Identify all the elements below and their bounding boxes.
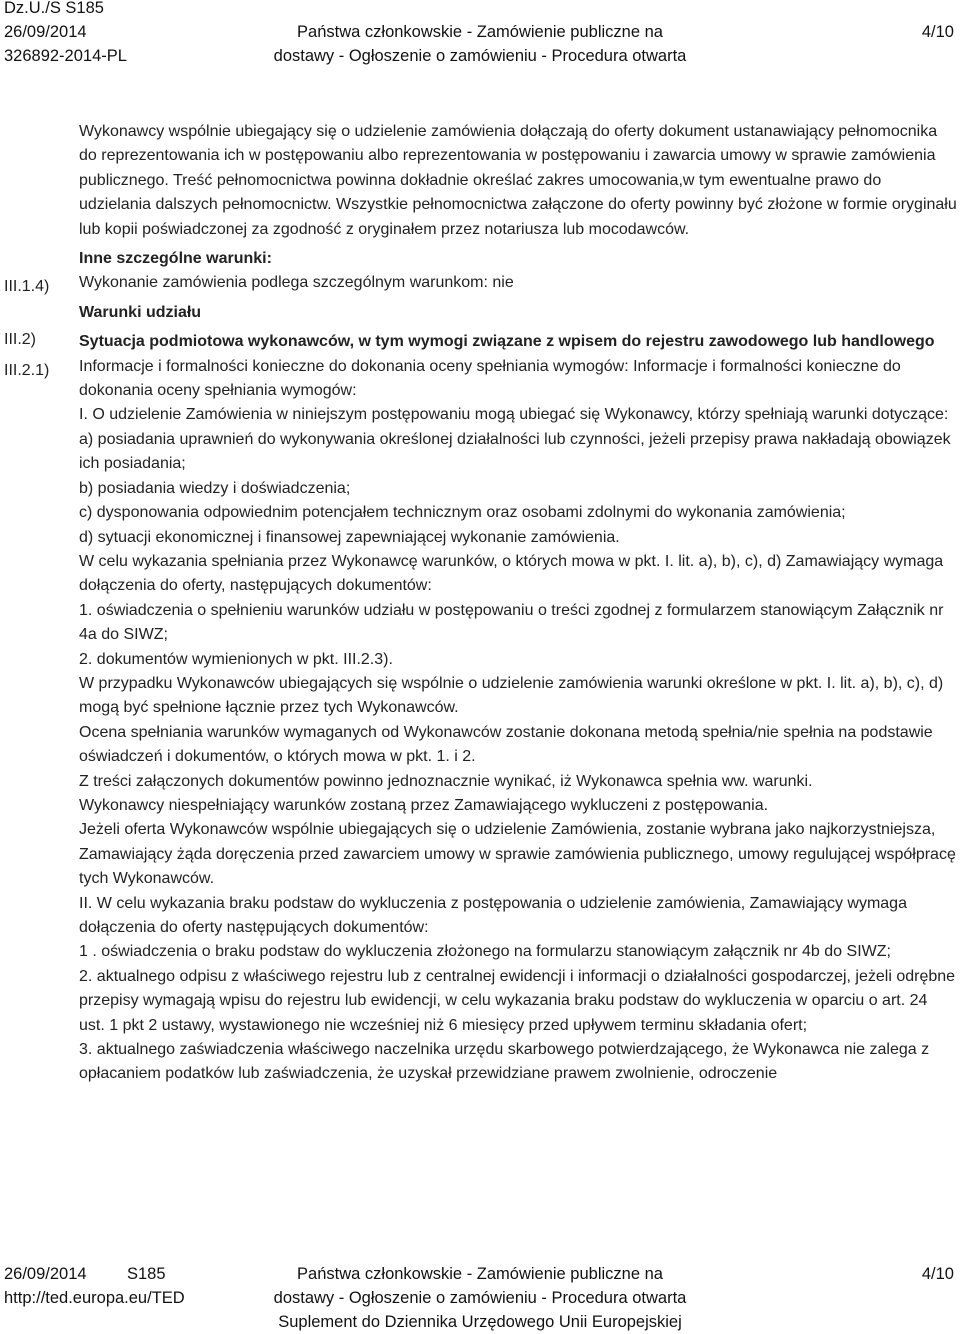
body-line: W celu wykazania spełniania przez Wykonawcę warunków, o których mowa w pkt. I. lit. a), b), c), d) Zamawiający wymaga dołączenia do oferty, następujących dokumentów:: [79, 552, 944, 595]
header-title-line1: Państwa członkowskie - Zamówienie publiczne na: [297, 23, 663, 41]
body-line: 1 . oświadczenia o braku podstaw do wykluczenia złożonego na formularzu stanowiącym załącznik nr 4b do SIWZ;: [79, 943, 891, 961]
header-title-line2: dostawy - Ogłoszenie o zamówieniu - Procedura otwarta: [273, 47, 687, 65]
header-date: 26/09/2014: [4, 23, 87, 41]
situation-heading: Sytuacja podmiotowa wykonawców, w tym wymogi związane z wpisem do rejestru zawodowego lub handlowego: [79, 333, 935, 351]
body-line: a) posiadania uprawnień do wykonywania określonej działalności lub czynności, jeżeli przepisy prawa nakładają obowiązek ich posiadania;: [79, 430, 951, 473]
header-page-number: 4/10: [921, 23, 954, 41]
footer-date: 26/09/2014: [4, 1265, 87, 1283]
footer-page-number: 4/10: [921, 1265, 954, 1283]
body-line: 2. aktualnego odpisu z właściwego rejestru lub z centralnej ewidencji i informacji o działalności gospodarczej, jeżeli odrębne przepisy wymagają wpisu do rejestru lub ewidencji, w celu wykazania braku podstaw do wykluczenia w oparciu o art. 24 ust. 1 pkt 2 ustawy, wystawionego nie wcześniej niż 6 miesięcy przed upływem terminu składania ofert;: [79, 967, 956, 1034]
doc-reference: Dz.U./S S185: [4, 0, 104, 17]
consortium-paragraph: Wykonawcy wspólnie ubiegający się o udzielenie zamówienia dołączają do oferty dokument ustanawiający pełnomocnika do reprezentowania ich w postępowaniu albo reprezentowania w postępowaniu i zawarcia umowy w sprawie zamówienia publicznego. Treść pełnomocnictwa powinna dokładnie określać zakres umocowania,w tym ewentualne prawo do udzielania dalszych pełnomocnictw. Wszystkie pełnomocnictwa załączone do oferty powinny być złożone w formie oryginału lub kopii poświadczonej za zgodność z oryginałem przez notariusza lub mocodawców.: [79, 123, 957, 238]
body-line: 1. oświadczenia o spełnieniu warunków udziału w postępowaniu o treści zgodnej z formularzem stanowiącym Załącznik nr 4a do SIWZ;: [79, 601, 944, 644]
section-label-iii-2: III.2): [4, 331, 37, 348]
other-conditions-heading: Inne szczególne warunki:: [79, 250, 272, 268]
body-line: Informacje i formalności konieczne do dokonania oceny spełniania wymogów: Informacje i formalności konieczne do dokonania oceny spełniania wymogów:: [79, 357, 901, 400]
section-label-iii-1-4: III.1.4): [4, 278, 50, 295]
body-line: W przypadku Wykonawców ubiegających się wspólnie o udzielenie zamówienia warunki określone w pkt. I. lit. a), b), c), d) mogą być spełnione łącznie przez tych Wykonawców.: [79, 674, 944, 717]
body-line: II. W celu wykazania braku podstaw do wykluczenia z postępowania o udzielenie zamówienia, Zamawiający wymaga dołączenia do oferty następujących dokumentów:: [79, 894, 907, 936]
body-line: c) dysponowania odpowiednim potencjałem technicznym oraz osobami zdolnymi do wykonania zamówienia;: [79, 504, 846, 522]
page-footer: [0, 1263, 960, 1333]
body-line: Wykonawcy niespełniający warunków zostaną przez Zamawiającego wykluczeni z postępowania.: [79, 796, 769, 814]
body-line: Z treści załączonych dokumentów powinno jednoznacznie wynikać, iż Wykonawca spełnia ww. warunki.: [79, 772, 813, 790]
page-header: [0, 0, 960, 70]
body-line: 2. dokumentów wymienionych w pkt. III.2.3).: [79, 650, 393, 668]
participation-heading: Warunki udziału: [79, 303, 202, 321]
footer-series: S185: [127, 1265, 166, 1283]
other-conditions-text: Wykonanie zamówienia podlega szczególnym warunkom: nie: [79, 274, 514, 292]
body-line: b) posiadania wiedzy i doświadczenia;: [79, 479, 351, 497]
main-content: [79, 120, 957, 1087]
section-label-iii-2-1: III.2.1): [4, 362, 50, 379]
body-line: d) sytuacji ekonomicznej i finansowej zapewniającej wykonanie zamówienia.: [79, 528, 620, 546]
body-line: 3. aktualnego zaświadczenia właściwego naczelnika urzędu skarbowego potwierdzającego, że Wykonawca nie zalega z opłacaniem podatków lub zaświadczenia, że uzyskał przewidziane prawem zwolnienie, odroczenie: [79, 1041, 930, 1083]
body-line: Ocena spełniania warunków wymaganych od Wykonawców zostanie dokonana metodą spełnia/nie spełnia na podstawie oświadczeń i dokumentów, o których mowa w pkt. 1. i 2.: [79, 723, 933, 766]
footer-url[interactable]: http://ted.europa.eu/TED: [4, 1289, 185, 1307]
body-line: Jeżeli oferta Wykonawców wspólnie ubiegających się o udzielenie Zamówienia, zostanie wybrana jako najkorzystniejsza, Zamawiający żąda doręczenia przed zawarciem umowy w sprawie zamówienia publicznego, umowy regulującej współpracę tych Wykonawców.: [79, 821, 956, 888]
footer-title-line1: Państwa członkowskie - Zamówienie publiczne na: [297, 1265, 663, 1283]
notice-id: 326892-2014-PL: [4, 47, 127, 65]
body-line: I. O udzielenie Zamówienia w niniejszym postępowaniu mogą ubiegać się Wykonawcy, którzy spełniają warunki dotyczące:: [79, 406, 949, 424]
footer-title-line2: dostawy - Ogłoszenie o zamówieniu - Procedura otwarta: [273, 1289, 687, 1307]
footer-title-line3: Suplement do Dziennika Urzędowego Unii Europejskiej: [278, 1313, 682, 1331]
